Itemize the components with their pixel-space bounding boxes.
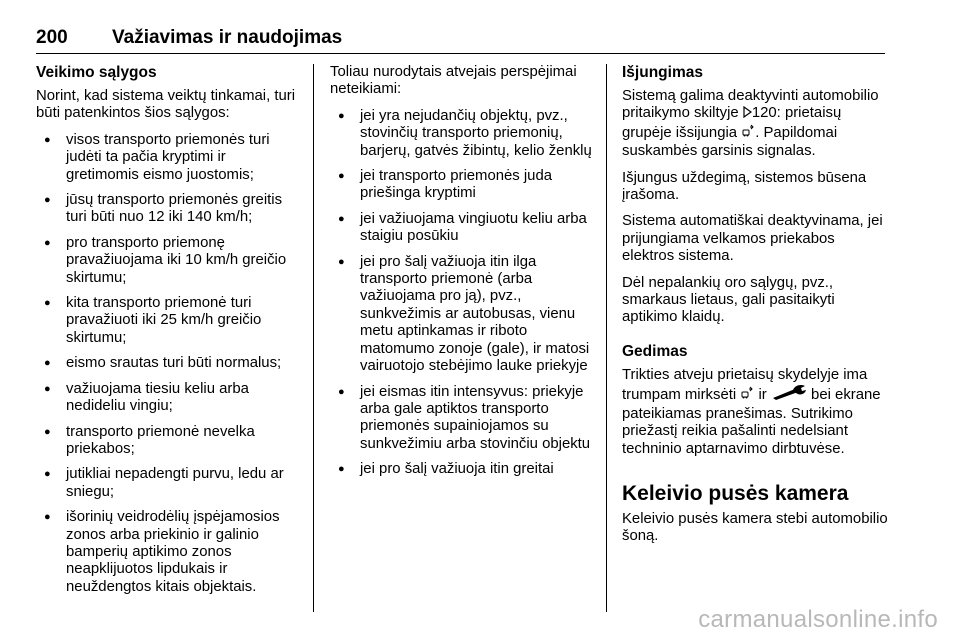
list-item: ● išorinių veidrodėlių įspėjamosios zonos arba priekinio ir galinio bamperių aptikimo zonos neapklijuotos lipdukais ir neuždengtos kitais objektais. — [36, 509, 302, 596]
failure-paragraph — [622, 367, 888, 458]
lane-change-alert-icon — [741, 124, 755, 143]
list-item: ● jūsų transporto priemonės greitis turi būti nuo 12 iki 140 km/h; — [36, 192, 302, 227]
list-item: ● transporto priemonė nevelka priekabos; — [36, 424, 302, 459]
list-item: ● jei transporto priemonės juda priešinga kryptimi — [330, 168, 592, 203]
page-reference[interactable]: 120 — [751, 105, 777, 122]
off-text-b: : prietaisų grupėje išsijungia — [622, 105, 842, 141]
section-heading-off: Išjungimas — [622, 64, 703, 81]
off-text-c: . Papildomai suskambės garsinis signalas. — [622, 124, 838, 160]
list-item: ● kita transporto priemonė turi pravažiuoti iki 25 km/h greičio skirtumu; — [36, 295, 302, 347]
failure-text-b: ir — [758, 387, 767, 404]
watermark: carmanualsonline.info — [698, 606, 938, 633]
page-number: 200 — [36, 27, 68, 48]
wrench-icon — [771, 384, 807, 405]
section-heading-camera: Keleivio pusės kamera — [622, 481, 849, 505]
lane-change-alert-icon — [740, 386, 754, 405]
off-paragraph-2: Išjungus uždegimą, sistemos būsena įrašoma. — [622, 169, 867, 204]
off-paragraph-1 — [622, 88, 888, 161]
list-item: ● jutikliai nepadengti purvu, ledu ar sniegu; — [36, 466, 302, 501]
chapter-title: Važiavimas ir naudojimas — [112, 27, 343, 48]
column-3 — [622, 64, 888, 555]
column-2 — [330, 64, 592, 487]
conditions-list — [36, 132, 302, 596]
off-paragraph-3: Sistema automatiškai deaktyvinama, jei prijungiama velkamos priekabos elektros sistema. — [622, 213, 883, 265]
column-1 — [36, 64, 302, 604]
off-paragraph-4: Dėl nepalankių oro sąlygų, pvz., smarkaus lietaus, gali pasitaikyti aptikimo klaidų. — [622, 274, 835, 326]
column-divider — [313, 64, 314, 612]
page-header — [36, 27, 885, 54]
list-item: ● jei pro šalį važiuoja itin ilga transporto priemonė (arba važiuojama pro ją), pvz., sunkvežimis ar autobusas, vienu metu aptinkamas ir riboto matomumo zonoje (gale), ir matosi vairuotojo stebėjimo lauke priekyje — [330, 254, 592, 376]
list-item: ● eismo srautas turi būti normalus; — [36, 355, 302, 372]
camera-paragraph: Keleivio pusės kamera stebi automobilio šoną. — [622, 510, 888, 545]
no-warning-intro: Toliau nurodytais atvejais perspėjimai neteikiami: — [330, 64, 577, 98]
failure-text-c: bei ekrane pateikiamas pranešimas. Sutrikimo priežastį reikia pašalinti nedelsiant techninio aptarnavimo dirbtuvėse. — [622, 387, 881, 457]
column-divider — [606, 64, 607, 612]
failure-text-a: Trikties atveju prietaisų skydelyje ima trumpam mirksėti — [622, 366, 868, 404]
section-heading-failure: Gedimas — [622, 342, 688, 360]
section-heading-conditions: Veikimo sąlygos — [36, 64, 157, 81]
conditions-intro: Norint, kad sistema veiktų tinkamai, turi būti patenkintos šios sąlygos: — [36, 88, 296, 122]
list-item: ● visos transporto priemonės turi judėti ta pačia kryptimi ir gretimomis eismo juostomis; — [36, 132, 302, 184]
list-item: ● jei eismas itin intensyvus: priekyje arba gale aptiktos transporto priemonės supainiojamos su sunkvežimiu arba stovinčiu objektu — [330, 384, 592, 454]
no-warning-list — [330, 108, 592, 479]
list-item: ● jei yra nejudančių objektų, pvz., stovinčių transporto priemonių, barjerų, gatvės žibintų, kelio ženklų — [330, 108, 592, 160]
list-item: ● jei pro šalį važiuoja itin greitai — [330, 461, 592, 478]
list-item: ● važiuojama tiesiu keliu arba nedideliu vingiu; — [36, 381, 302, 416]
list-item: ● pro transporto priemonę pravažiuojama iki 10 km/h greičio skirtumu; — [36, 235, 302, 287]
list-item: ● jei važiuojama vingiuotu keliu arba staigiu posūkiu — [330, 211, 592, 246]
triangle-ref-icon — [743, 106, 752, 123]
off-text-a: Sistemą galima deaktyvinti automobilio pritaikymo skiltyje — [622, 88, 879, 122]
